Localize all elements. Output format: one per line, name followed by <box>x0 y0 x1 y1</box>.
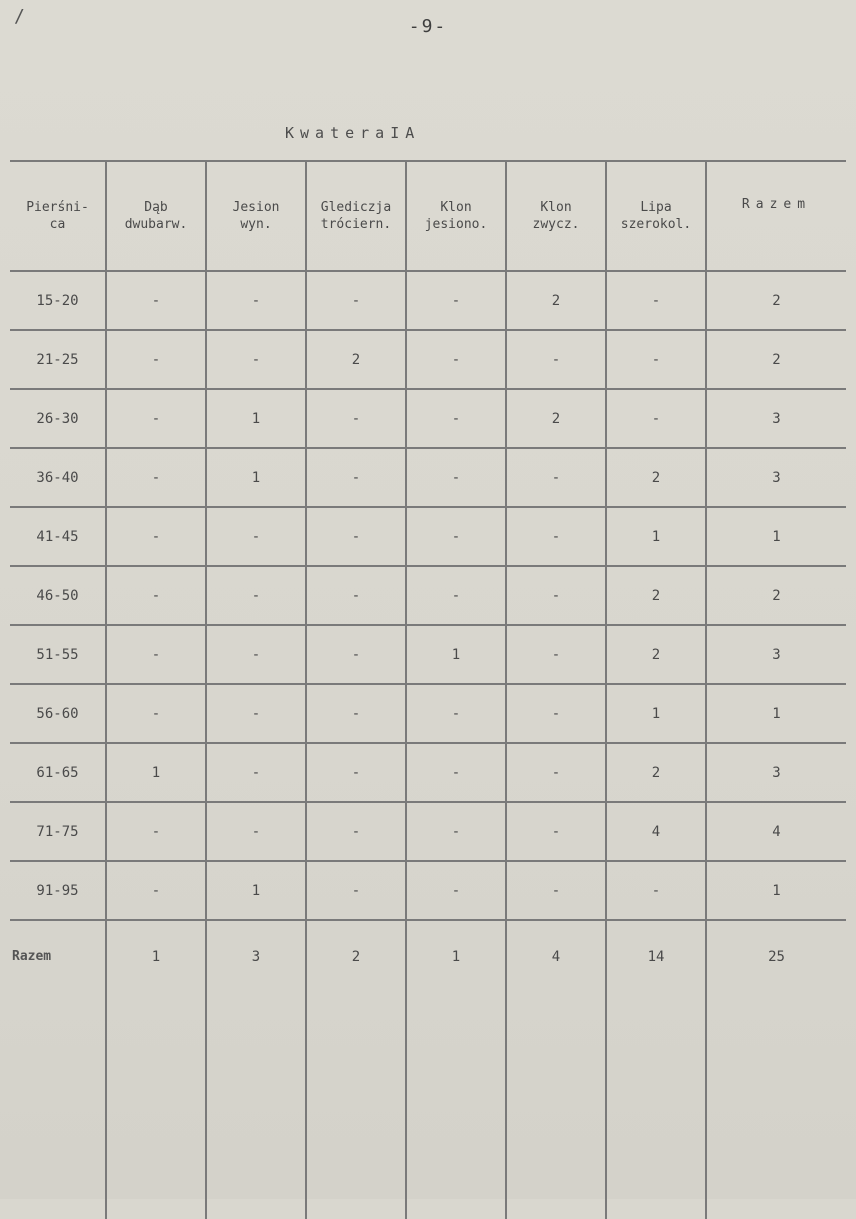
header-cell-total: Razem <box>706 161 846 271</box>
count-cell: - <box>206 802 306 861</box>
count-cell: - <box>106 802 206 861</box>
total-label: Razem <box>10 920 106 1219</box>
count-cell: - <box>306 389 406 448</box>
table-row <box>10 802 846 861</box>
count-cell: 2 <box>606 743 706 802</box>
diameter-class-cell: 36-40 <box>10 448 106 507</box>
count-cell: 1 <box>606 684 706 743</box>
page-number: -9- <box>408 16 448 37</box>
count-cell: 3 <box>706 625 846 684</box>
count-cell: - <box>106 507 206 566</box>
count-cell: - <box>406 743 506 802</box>
count-cell: - <box>306 743 406 802</box>
count-cell: - <box>506 566 606 625</box>
count-cell: - <box>206 507 306 566</box>
count-cell: 1 <box>706 861 846 920</box>
header-cell: Dąb dwubarw. <box>106 161 206 271</box>
table-row <box>10 743 846 802</box>
count-cell: 1 <box>606 507 706 566</box>
count-cell: 1 <box>206 448 306 507</box>
count-cell: - <box>306 625 406 684</box>
count-cell: 3 <box>706 448 846 507</box>
count-cell: - <box>406 507 506 566</box>
count-cell: 2 <box>706 271 846 330</box>
count-cell: 1 <box>406 625 506 684</box>
page-title: KwateraIA <box>285 124 421 142</box>
diameter-class-cell: 56-60 <box>10 684 106 743</box>
count-cell: - <box>206 566 306 625</box>
count-cell: - <box>606 271 706 330</box>
corner-mark: / <box>14 6 25 27</box>
diameter-class-cell: 51-55 <box>10 625 106 684</box>
header-cell: Klon jesiono. <box>406 161 506 271</box>
count-cell: - <box>306 271 406 330</box>
count-cell: - <box>306 684 406 743</box>
count-cell: - <box>406 566 506 625</box>
count-cell: 1 <box>706 507 846 566</box>
diameter-class-cell: 15-20 <box>10 271 106 330</box>
count-cell: - <box>206 271 306 330</box>
count-cell: 2 <box>606 566 706 625</box>
table-row <box>10 389 846 448</box>
header-cell: Klon zwycz. <box>506 161 606 271</box>
count-cell: - <box>406 448 506 507</box>
count-cell: 2 <box>606 448 706 507</box>
count-cell: - <box>206 625 306 684</box>
count-cell: - <box>506 743 606 802</box>
diameter-class-cell: 61-65 <box>10 743 106 802</box>
count-cell: - <box>206 684 306 743</box>
diameter-class-cell: 71-75 <box>10 802 106 861</box>
count-cell: 2 <box>506 271 606 330</box>
diameter-class-cell: 26-30 <box>10 389 106 448</box>
table-row <box>10 625 846 684</box>
header-cell: Pierśni- ca <box>10 161 106 271</box>
count-cell: - <box>406 684 506 743</box>
count-cell: 2 <box>306 330 406 389</box>
total-cell: 4 <box>506 920 606 1219</box>
count-cell: - <box>406 389 506 448</box>
count-cell: - <box>506 802 606 861</box>
count-cell: 2 <box>606 625 706 684</box>
count-cell: - <box>306 507 406 566</box>
tree-count-table <box>10 160 846 1219</box>
total-cell: 1 <box>406 920 506 1219</box>
count-cell: - <box>306 448 406 507</box>
count-cell: - <box>306 566 406 625</box>
header-cell: Lipa szerokol. <box>606 161 706 271</box>
header-row <box>10 161 846 271</box>
count-cell: - <box>206 330 306 389</box>
count-cell: - <box>506 684 606 743</box>
count-cell: 2 <box>706 566 846 625</box>
count-cell: 1 <box>106 743 206 802</box>
total-cell: 25 <box>706 920 846 1219</box>
header-cell: Jesion wyn. <box>206 161 306 271</box>
count-cell: - <box>106 861 206 920</box>
count-cell: - <box>406 330 506 389</box>
count-cell: - <box>506 330 606 389</box>
diameter-class-cell: 46-50 <box>10 566 106 625</box>
count-cell: - <box>606 330 706 389</box>
table-row <box>10 684 846 743</box>
count-cell: - <box>506 861 606 920</box>
diameter-class-cell: 21-25 <box>10 330 106 389</box>
table-row <box>10 271 846 330</box>
count-cell: - <box>206 743 306 802</box>
count-cell: 2 <box>706 330 846 389</box>
count-cell: 1 <box>206 861 306 920</box>
count-cell: 4 <box>606 802 706 861</box>
count-cell: 3 <box>706 743 846 802</box>
count-cell: - <box>506 507 606 566</box>
total-cell: 14 <box>606 920 706 1219</box>
count-cell: - <box>506 448 606 507</box>
count-cell: 4 <box>706 802 846 861</box>
total-row <box>10 920 846 1219</box>
count-cell: - <box>406 861 506 920</box>
count-cell: - <box>306 802 406 861</box>
count-cell: - <box>106 448 206 507</box>
count-cell: - <box>106 271 206 330</box>
count-cell: 1 <box>206 389 306 448</box>
count-cell: - <box>406 802 506 861</box>
count-cell: 3 <box>706 389 846 448</box>
count-cell: 1 <box>706 684 846 743</box>
count-cell: - <box>606 389 706 448</box>
diameter-class-cell: 91-95 <box>10 861 106 920</box>
count-cell: - <box>106 625 206 684</box>
total-cell: 1 <box>106 920 206 1219</box>
table-row <box>10 507 846 566</box>
table-row <box>10 566 846 625</box>
table-row <box>10 861 846 920</box>
header-cell: Glediczja tróciern. <box>306 161 406 271</box>
count-cell: - <box>406 271 506 330</box>
count-cell: 2 <box>506 389 606 448</box>
count-cell: - <box>506 625 606 684</box>
count-cell: - <box>606 861 706 920</box>
diameter-class-cell: 41-45 <box>10 507 106 566</box>
table-row <box>10 330 846 389</box>
count-cell: - <box>106 330 206 389</box>
total-cell: 3 <box>206 920 306 1219</box>
count-cell: - <box>106 684 206 743</box>
count-cell: - <box>106 566 206 625</box>
total-cell: 2 <box>306 920 406 1219</box>
table-row <box>10 448 846 507</box>
count-cell: - <box>106 389 206 448</box>
count-cell: - <box>306 861 406 920</box>
